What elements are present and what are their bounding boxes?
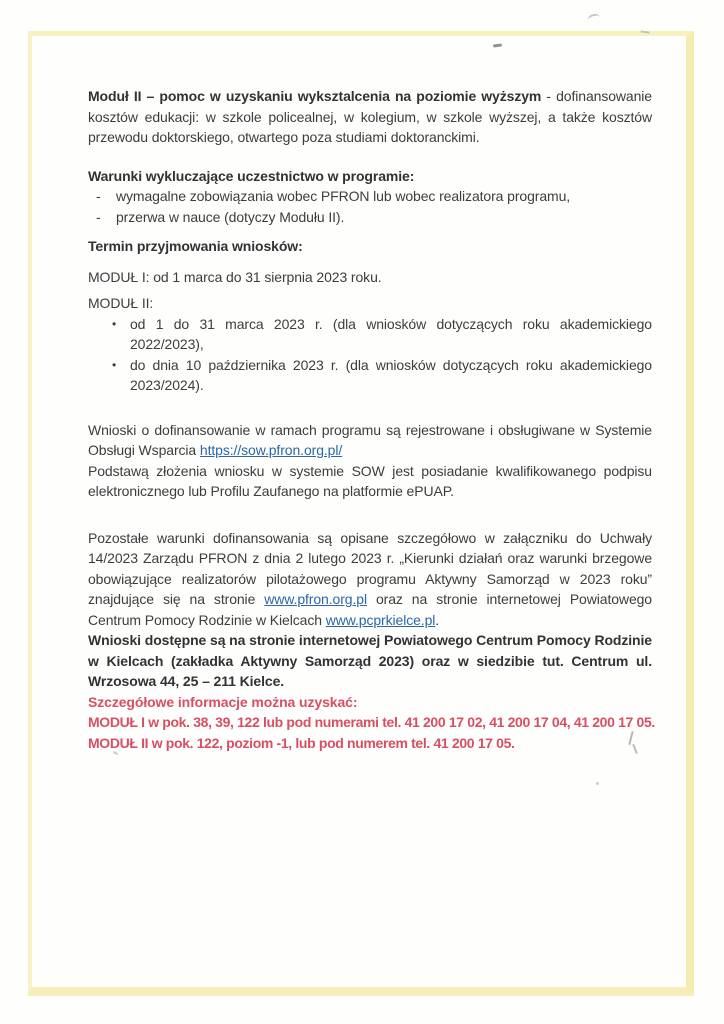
intro-paragraph — [88, 86, 652, 148]
other-terms-text: oraz na stronie internetowej Powiatowego Centrum Pomocy Rodzinie w Kielcach — [88, 591, 652, 628]
sow-text: Wnioski o dofinansowanie w ramach programu są rejestrowane i obsługiwane w Systemie Obsługi Wsparcia — [88, 421, 652, 458]
deadlines-heading: Termin przyjmowania wniosków: — [88, 238, 303, 254]
contact-module2: MODUŁ II w pok. 122, poziom -1, lub pod numerem tel. 41 200 17 05. — [88, 734, 515, 751]
module2-deadline-item — [88, 355, 652, 396]
dash-marker: - — [96, 188, 101, 204]
module2-deadline-text: do dnia 10 października 2023 r. (dla wniosków dotyczących roku akademickiego 2023/2024). — [130, 356, 652, 393]
intro-lead: Moduł II – pomoc w uzyskaniu wyksztalcenia na poziomie wyższym — [88, 88, 542, 104]
module2-label: MODUŁ II: — [88, 295, 154, 311]
pfron-website-link[interactable]: www.pfron.org.pl — [264, 591, 367, 607]
module2-deadline-text: od 1 do 31 marca 2023 r. (dla wniosków dotyczących roku akademickiego 2022/2023), — [130, 315, 652, 352]
sow-link[interactable]: https://sow.pfron.org.pl/ — [199, 442, 343, 458]
sow-paragraph — [88, 420, 652, 461]
exclusion-item-text: wymagalne zobowiązania wobec PFRON lub wobec realizatora programu, — [116, 188, 571, 204]
availability-paragraph: Wnioski dostępne są na stronie internetowej Powiatowego Centrum Pomocy Rodzinie w Kielcach (zakładka Aktywny Samorząd 2023) oraz w siedzibie tut. Centrum ul. Wrzosowa 44, 25 – 211 Kielce. — [88, 632, 652, 689]
other-terms-paragraph — [88, 528, 652, 631]
bullet-marker: • — [112, 316, 117, 331]
scan-artifact — [587, 13, 601, 25]
contact-heading: Szczegółowe informacje można uzyskać: — [88, 693, 358, 710]
bullet-marker: • — [112, 357, 117, 372]
exclusion-item — [88, 186, 652, 207]
contact-module1: MODUŁ I w pok. 38, 39, 122 lub pod numerami tel. 41 200 17 02, 41 200 17 04, 41 200 17 05. — [88, 714, 655, 730]
exclusion-item-text: przerwa w nauce (dotyczy Modułu II). — [116, 208, 345, 225]
document-content — [88, 86, 655, 753]
dash-marker: - — [96, 208, 101, 225]
exclusions-heading: Warunki wykluczające uczestnictwo w programie: — [88, 167, 415, 184]
module1-deadline: MODUŁ I: od 1 marca do 31 sierpnia 2023 roku. — [88, 268, 382, 285]
module2-deadline-item — [88, 314, 652, 355]
sow-basis-paragraph: Podstawą złożenia wniosku w systemie SOW jest posiadanie kwalifikowanego podpisu elektronicznego lub Profilu Zaufanego na platformie ePUAP. — [88, 462, 652, 499]
pcpr-kielce-website-link[interactable]: www.pcprkielce.pl — [325, 611, 436, 628]
intro-rest: - dofinansowanie kosztów edukacji: w szkole policealnej, w kolegium, w szkole wyższej, a także kosztów przewodu doktorskiego, otwartego poza studiami doktoranckimi. — [88, 88, 652, 145]
other-terms-text: Pozostałe warunki dofinansowania są opisane szczegółowo w załączniku do Uchwały 14/2023 Zarządu PFRON z dnia 2 lutego 2023 r. „Kierunki działań oraz warunki brzegowe obowiązujące realizatorów pilotażowego programu Aktywny Samorząd w 2023 roku” znajdujące się na stronie — [88, 529, 652, 607]
exclusion-item — [88, 207, 652, 228]
other-terms-text: . — [435, 611, 440, 628]
